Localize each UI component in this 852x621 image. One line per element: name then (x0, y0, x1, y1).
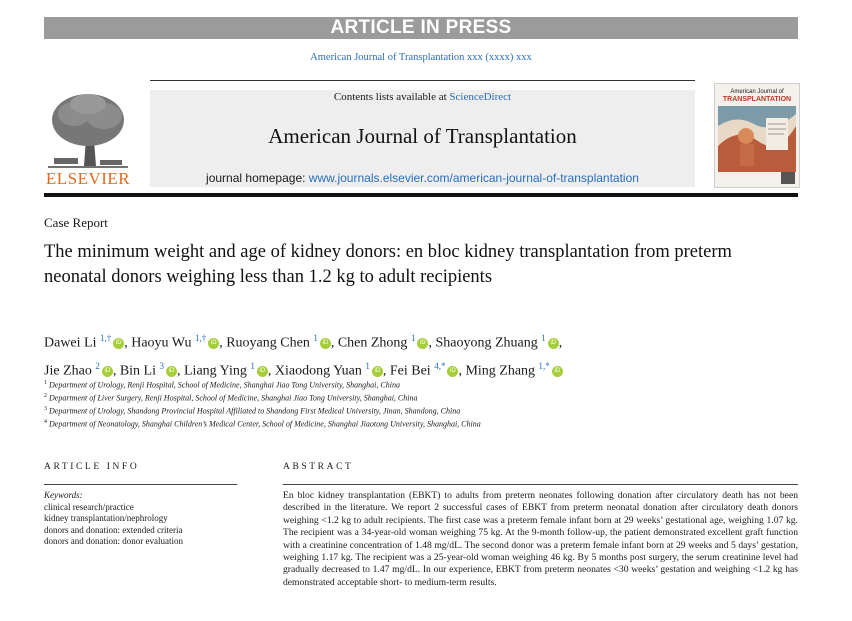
author-affiliation-marker[interactable]: 1 (250, 360, 255, 371)
orcid-icon[interactable]: iD (372, 366, 383, 377)
orcid-icon[interactable]: iD (113, 338, 124, 349)
author-name[interactable]: Haoyu Wu (131, 335, 195, 351)
keywords-label: Keywords: (44, 490, 83, 500)
author-affiliation-marker[interactable]: 2 (95, 360, 100, 371)
author-name[interactable]: Bin Li (119, 363, 160, 379)
author-name[interactable]: Shaoyong Zhuang (435, 335, 542, 351)
cover-title-line1: American Journal of (730, 89, 784, 95)
author-name[interactable]: Xiaodong Yuan (274, 363, 366, 379)
author-name[interactable]: Ruoyang Chen (226, 335, 314, 351)
affiliation-3: $^3$ Department of Urology, Shandong Provincial Hospital Affiliated to Shandong First Medical University, Jinan, Shandong, China (44, 406, 461, 416)
journal-title[interactable]: American Journal of Transplantation (268, 124, 577, 148)
orcid-icon[interactable]: iD (552, 366, 563, 377)
author-name[interactable]: Chen Zhong (337, 335, 411, 351)
cover-title-line2: TRANSPLANTATION (722, 96, 792, 103)
author-affiliation-marker[interactable]: 4,* (434, 360, 446, 371)
author-affiliation-marker[interactable]: 3 (159, 360, 164, 371)
author-affiliation-marker[interactable]: 1 (313, 333, 318, 343)
author-line-1: Dawei Li $^{1,\dagger}$ iD , Haoyu Wu $^{1,\dagger}$ iD , Ruoyang Chen $^1$ iD , Chen Zhong $^1$ iD , Shaoyong Zhuang $^1$ iD , (44, 333, 563, 351)
author-name[interactable]: Ming Zhang (465, 363, 539, 379)
keywords-block (44, 490, 244, 548)
article-info-rule (44, 484, 237, 485)
orcid-icon[interactable]: iD (166, 366, 177, 377)
abstract-text: En bloc kidney transplantation (EBKT) to adults from preterm neonates following donation after circulatory death has not been described in the literature. We report 2 successful cases of EBKT from preterm neonatal donation after circulatory death donors weighing <1.2 kg to adult recipients. The first case was a preterm female infant born at 29 weeks’ gestational age, weighing 1.07 kg. The recipient was a 34-year-old woman weighing 75 kg. At the 9-month follow-up, the patient demonstrated excellent graft function with a creatinine concentration of 1.48 mg/dL. The second donor was a preterm female infant born at 29 weeks and 5 days’ gestation, weighing 1.17 kg. The recipient was a 25-year-old woman weighing 46 kg. By 5 months post surgery, the serum creatinine level had gradually decreased to 1.47 mg/dL. In our experience, EBKT from preterm neonates <30 weeks’ gestation and weighing <1.2 kg has demonstrated acceptable short- to medium-term results. (283, 490, 798, 588)
orcid-icon[interactable]: iD (102, 366, 113, 377)
keyword-item[interactable]: donors and donation: extended criteria (44, 524, 183, 535)
author-line-2: Jie Zhao $^2$ iD , Bin Li $^3$ iD , Liang Ying $^1$ iD , Xiaodong Yuan $^1$ iD , Fei Bei $^{4,*}$ iD , Ming Zhang $^{1,*}$ iD (44, 355, 814, 383)
journal-homepage-line (150, 171, 695, 185)
abstract-rule (283, 484, 798, 485)
author-name[interactable]: Dawei Li (44, 335, 100, 351)
sciencedirect-link[interactable]: ScienceDirect (449, 91, 512, 103)
contents-available-line (150, 91, 695, 103)
journal-homepage-link[interactable]: www.journals.elsevier.com/american-journal-of-transplantation (308, 171, 639, 185)
journal-cover-thumbnail[interactable] (714, 83, 800, 188)
author-affiliation-marker[interactable]: 1 (410, 333, 416, 343)
orcid-icon[interactable]: iD (320, 338, 331, 349)
author-affiliation-marker[interactable]: 1,† (194, 333, 207, 343)
keyword-item[interactable]: donors and donation: donor evaluation (44, 536, 183, 546)
elsevier-wordmark[interactable]: ELSEVIER (45, 169, 131, 188)
author-affiliation-marker[interactable]: 1 (541, 333, 546, 343)
header-rule (150, 80, 695, 81)
article-in-press-banner: ARTICLE IN PRESS (44, 17, 798, 39)
affiliation-4: $^4$ Department of Neonatology, Shanghai Children’s Medical Center, School of Medicine, Shanghai Jiaotong University, Shanghai, China (44, 419, 481, 429)
author-list (44, 327, 814, 382)
author-name[interactable]: Jie Zhao (44, 363, 96, 379)
elsevier-mini-logo-icon (781, 172, 795, 184)
masthead-thick-rule (44, 193, 798, 197)
keyword-item[interactable]: clinical research/practice (44, 501, 134, 512)
author-affiliation-marker[interactable]: 1,† (99, 333, 112, 343)
article-type: Case Report (44, 215, 108, 230)
orcid-icon[interactable]: iD (208, 338, 219, 349)
abstract-heading: ABSTRACT (283, 462, 354, 472)
orcid-icon[interactable]: iD (257, 366, 268, 377)
author-name[interactable]: Fei Bei (389, 363, 435, 379)
article-title: The minimum weight and age of kidney donors: en bloc kidney transplantation from preterm neonatal donors weighing less than 1.2 kg to adult recipients (44, 242, 732, 287)
journal-citation[interactable]: American Journal of Transplantation xxx (xxxx) xxx (310, 52, 532, 63)
affiliation-1: $^1$ Department of Urology, Renji Hospital, School of Medicine, Shanghai Jiao Tong University, Shanghai, China (44, 380, 400, 390)
contents-prefix: Contents lists available at (333, 91, 450, 103)
affiliation-2: $^2$ Department of Liver Surgery, Renji Hospital, School of Medicine, Shanghai Jiao Tong University, Shanghai, China (44, 393, 418, 403)
orcid-icon[interactable]: iD (417, 338, 428, 349)
author-affiliation-marker[interactable]: 1,* (538, 360, 550, 371)
keyword-item[interactable]: kidney transplantation/nephrology (44, 513, 168, 523)
homepage-prefix: journal homepage: (206, 171, 309, 185)
author-affiliation-marker[interactable]: 1 (365, 360, 370, 371)
article-info-heading: ARTICLE INFO (44, 462, 140, 472)
author-name[interactable]: Liang Ying (184, 363, 251, 379)
orcid-icon[interactable]: iD (548, 338, 559, 349)
cover-illustration (718, 106, 796, 172)
orcid-icon[interactable]: iD (447, 366, 458, 377)
